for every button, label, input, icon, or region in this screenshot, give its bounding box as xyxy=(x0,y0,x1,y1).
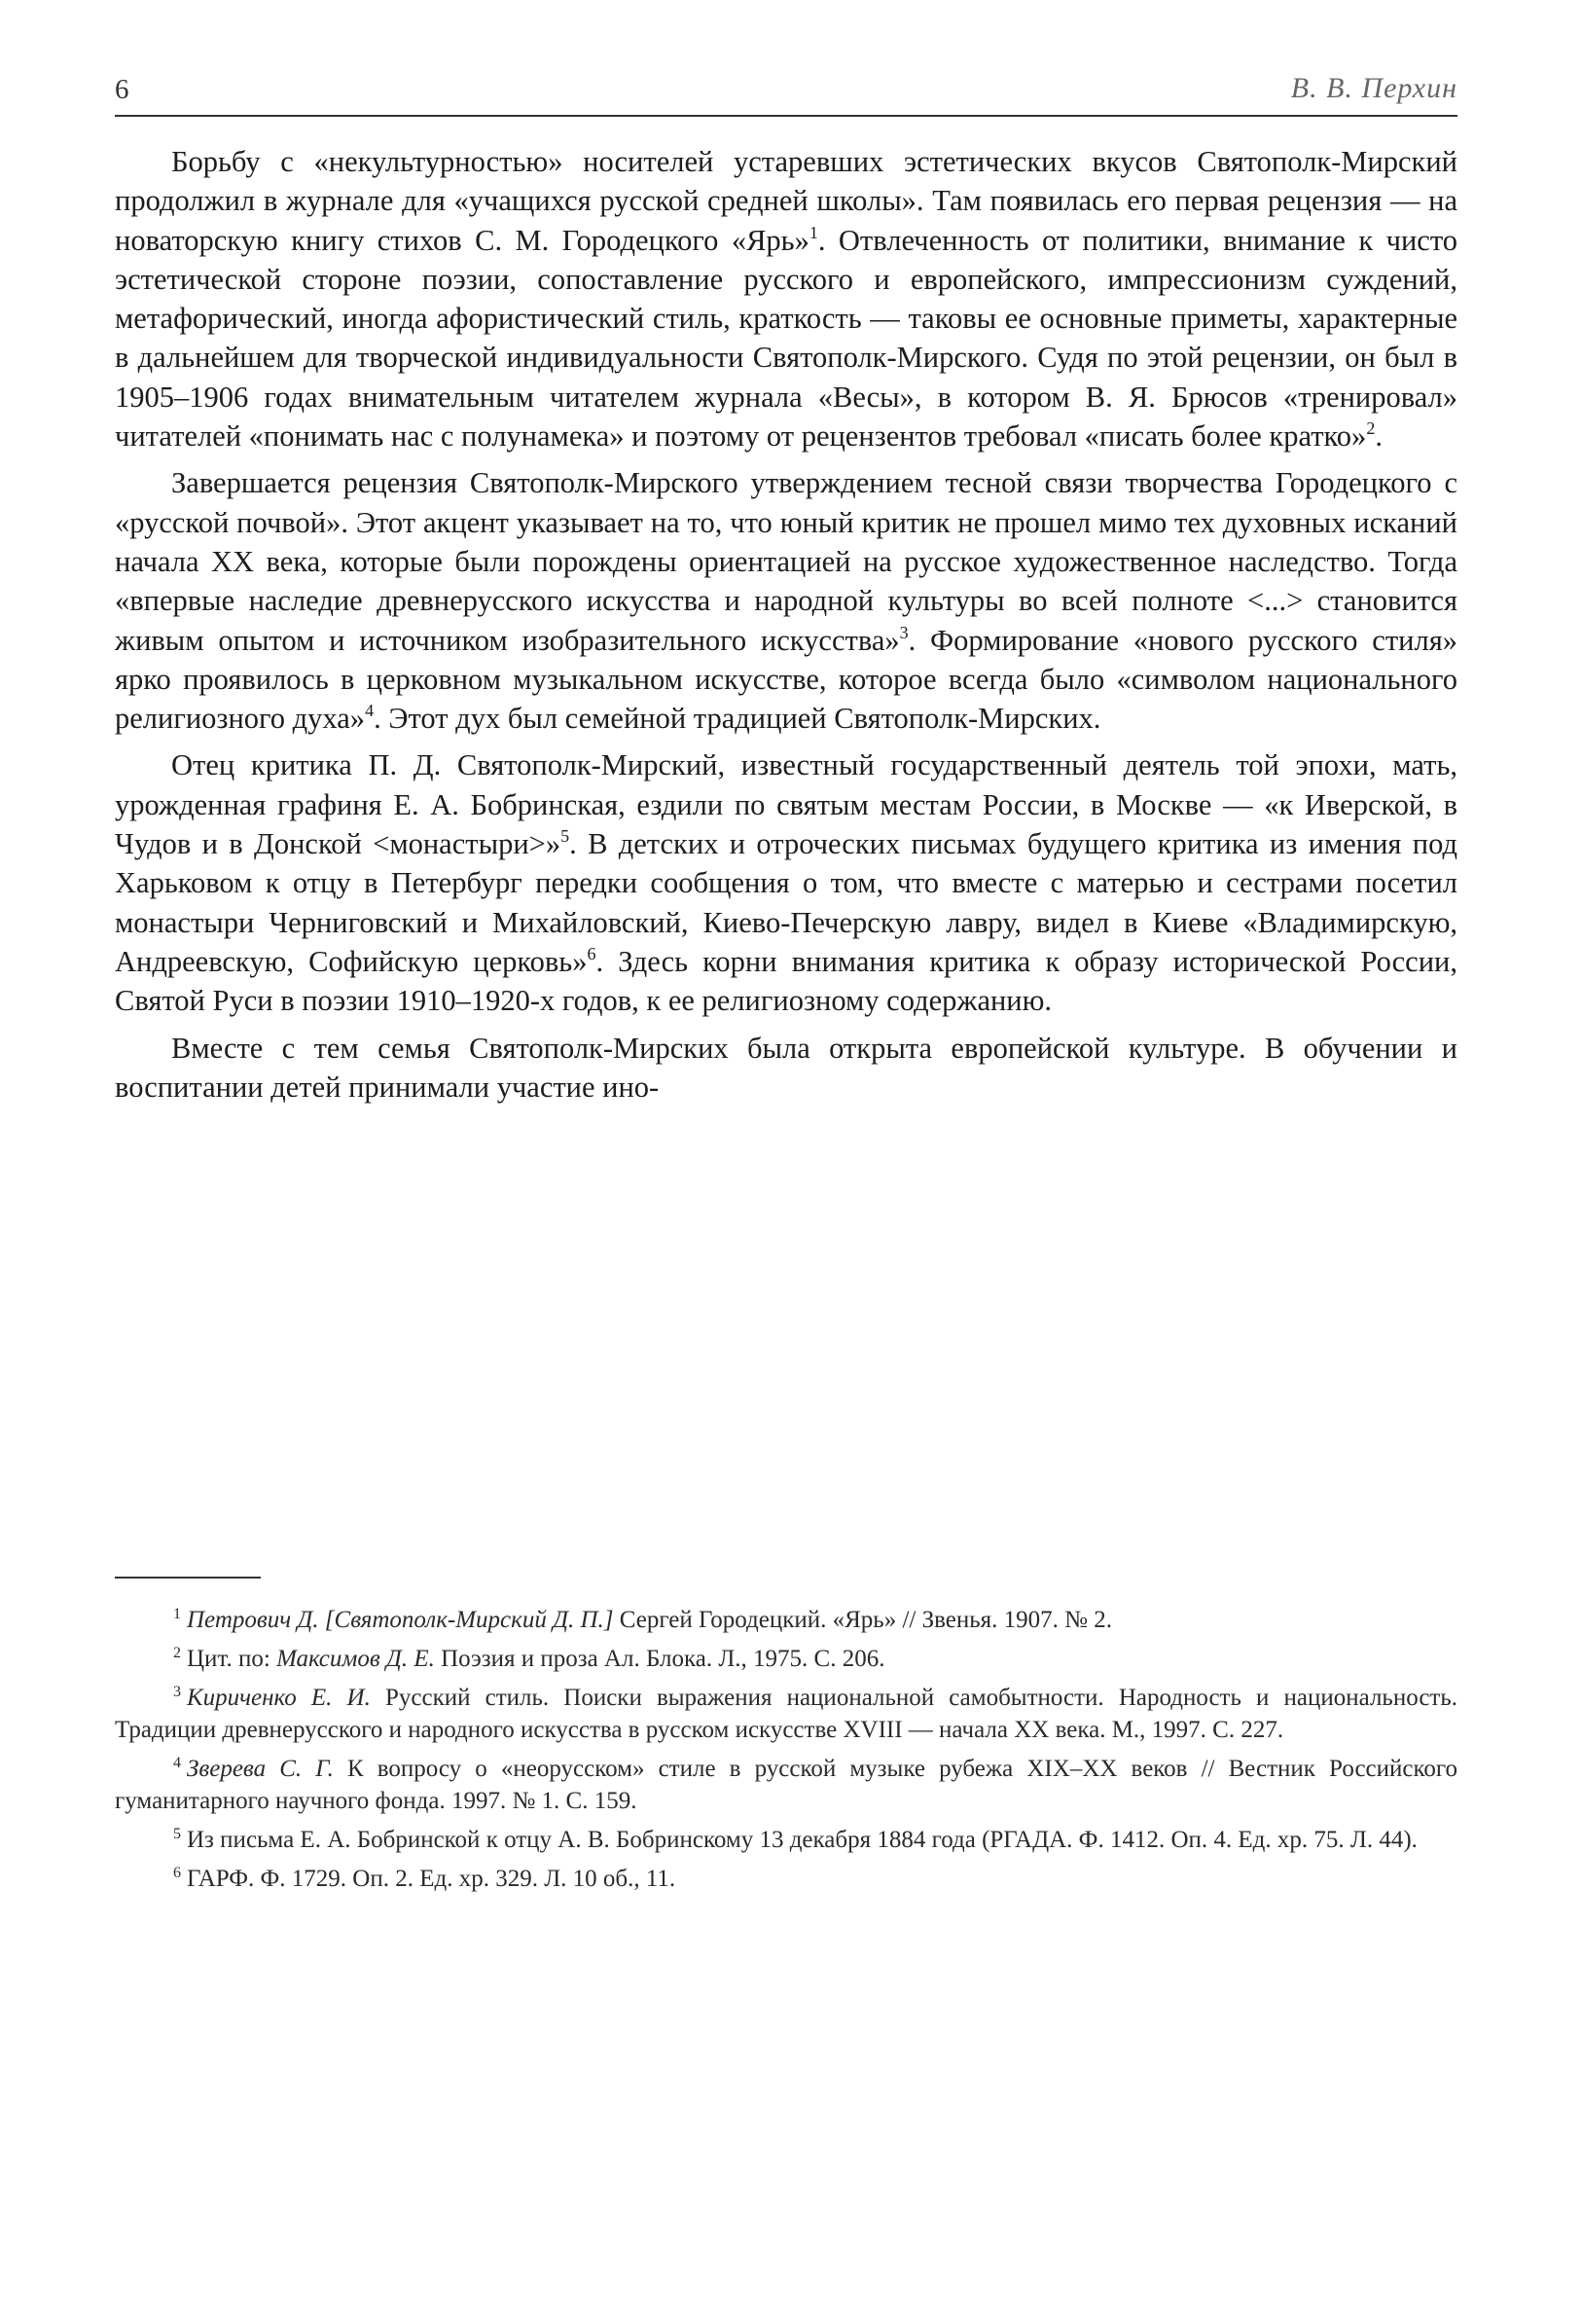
footnote-number: 2 xyxy=(173,1645,181,1661)
footnote: $^5$ Из письма Е. А. Бобринской к отцу А. В. Бобринскому 13 декабря 1884 года (РГАДА. Ф. 1412. Оп. 4. Ед. хр. 75. Л. 44). xyxy=(173,1826,1418,1853)
footnote-author: Максимов Д. Е. xyxy=(276,1646,435,1672)
footnote-ref[interactable]: 3 xyxy=(899,622,909,642)
footnote-author: Петрович Д. [Святополк-Мирский Д. П.] xyxy=(187,1607,614,1633)
page-header xyxy=(115,68,1457,117)
footnote-author: Кириченко Е. И. xyxy=(187,1685,371,1711)
footnote-ref[interactable]: 1 xyxy=(809,222,818,242)
footnote-number: 4 xyxy=(173,1755,181,1771)
footnote-author: Зверева С. Г. xyxy=(187,1756,334,1782)
footnote-number: 5 xyxy=(173,1826,181,1842)
footnote: $^6$ ГАРФ. Ф. 1729. Оп. 2. Ед. хр. 329. Л. 10 об., 11. xyxy=(173,1865,676,1892)
footnote-number: 3 xyxy=(173,1684,181,1700)
footnote-ref[interactable]: 4 xyxy=(365,701,375,721)
footnote-ref[interactable]: 6 xyxy=(587,943,596,963)
footnotes xyxy=(115,1604,1457,1902)
running-head-author: В. В. Перхин xyxy=(1290,72,1457,104)
footnote-ref[interactable]: 2 xyxy=(1366,418,1376,439)
page-number: 6 xyxy=(115,74,129,105)
footnote-number: 6 xyxy=(173,1865,181,1881)
footnote-ref[interactable]: 5 xyxy=(560,826,570,847)
paragraph: Борьбу с «некультурностью» носителей устаревших эстетических вкусов Святополк-Мирский продолжил в журнале для «учащихся русской средней школы». Там появилась его первая рецензия — на новаторскую книгу стихов С. М. Городецкого «Ярь»$^1$. Отвлеченность от политики, внимание к чисто эстетической стороне поэзии, сопоставление русского и европейского, импрессионизм суждений, метафорический, иногда афористический стиль, краткость — таковы ее основные приметы, характерные в дальнейшем для творческой индивидуальности Святополк-Мирского. Судя по этой рецензии, он был в 1905–1906 годах внимательным читателем журнала «Весы», в котором В. Я. Брюсов «тренировал» читателей «понимать нас с полунамека» и поэтому от рецензентов требовал «писать более кратко»$^2$. xyxy=(115,145,1457,454)
footnote: $^2$ Цит. по: Максимов Д. Е. Поэзия и проза Ал. Блока. Л., 1975. С. 206. xyxy=(173,1645,885,1672)
main-text xyxy=(115,142,1457,1114)
paragraph: Вместе с тем семья Святополк-Мирских была открыта европейской культуре. В обучении и воспитании детей принимали участие ино- xyxy=(115,1031,1457,1104)
paragraph: Завершается рецензия Святополк-Мирского утверждением тесной связи творчества Городецкого с «русской почвой». Этот акцент указывает на то, что юный критик не прошел мимо тех духовных исканий начала XX века, которые были порождены ориентацией на русское художественное наследство. Тогда «впервые наследие древнерусского искусства и народной культуры во всей полноте <...> становится живым опытом и источником изобразительного искусства»$^3$. Формирование «нового русского стиля» ярко проявилось в церковном музыкальном искусстве, которое всегда было «символом национального религиозного духа»$^4$. Этот дух был семейной традицией Святополк-Мирских. xyxy=(115,466,1457,736)
footnote: $^1$ Петрович Д. [Святополк-Мирский Д. П.] Сергей Городецкий. «Ярь» // Звенья. 1907. № 2. xyxy=(173,1606,1113,1633)
footnote-divider xyxy=(115,1577,261,1579)
footnote: $^3$ Кириченко Е. И. Русский стиль. Поиски выражения национальной самобытности. Народность и национальность. Традиции древнерусского и народного искусства в русском искусстве XVIII — начала XX века. М., 1997. С. 227. xyxy=(115,1684,1458,1743)
paragraph: Отец критика П. Д. Святополк-Мирский, известный государственный деятель той эпохи, мать, урожденная графиня Е. А. Бобринская, ездили по святым местам России, в Москве — «к Иверской, в Чудов и в Донской <монастыри>»$^5$. В детских и отроческих письмах будущего критика из имения под Харьковом к отцу в Петербург передки сообщения о том, что вместе с матерью и сестрами посетил монастыри Черниговский и Михайловский, Киево-Печерскую лавру, видел в Киеве «Владимирскую, Андреевскую, Софийскую церковь»$^6$. Здесь корни внимания критика к образу исторической России, Святой Руси в поэзии 1910–1920-х годов, к ее религиозному содержанию. xyxy=(115,748,1457,1018)
footnote: $^4$ Зверева С. Г. К вопросу о «неорусском» стиле в русской музыке рубежа XIX–XX веков // Вестник Российского гуманитарного научного фонда. 1997. № 1. С. 159. xyxy=(115,1755,1457,1814)
footnote-number: 1 xyxy=(173,1606,181,1622)
